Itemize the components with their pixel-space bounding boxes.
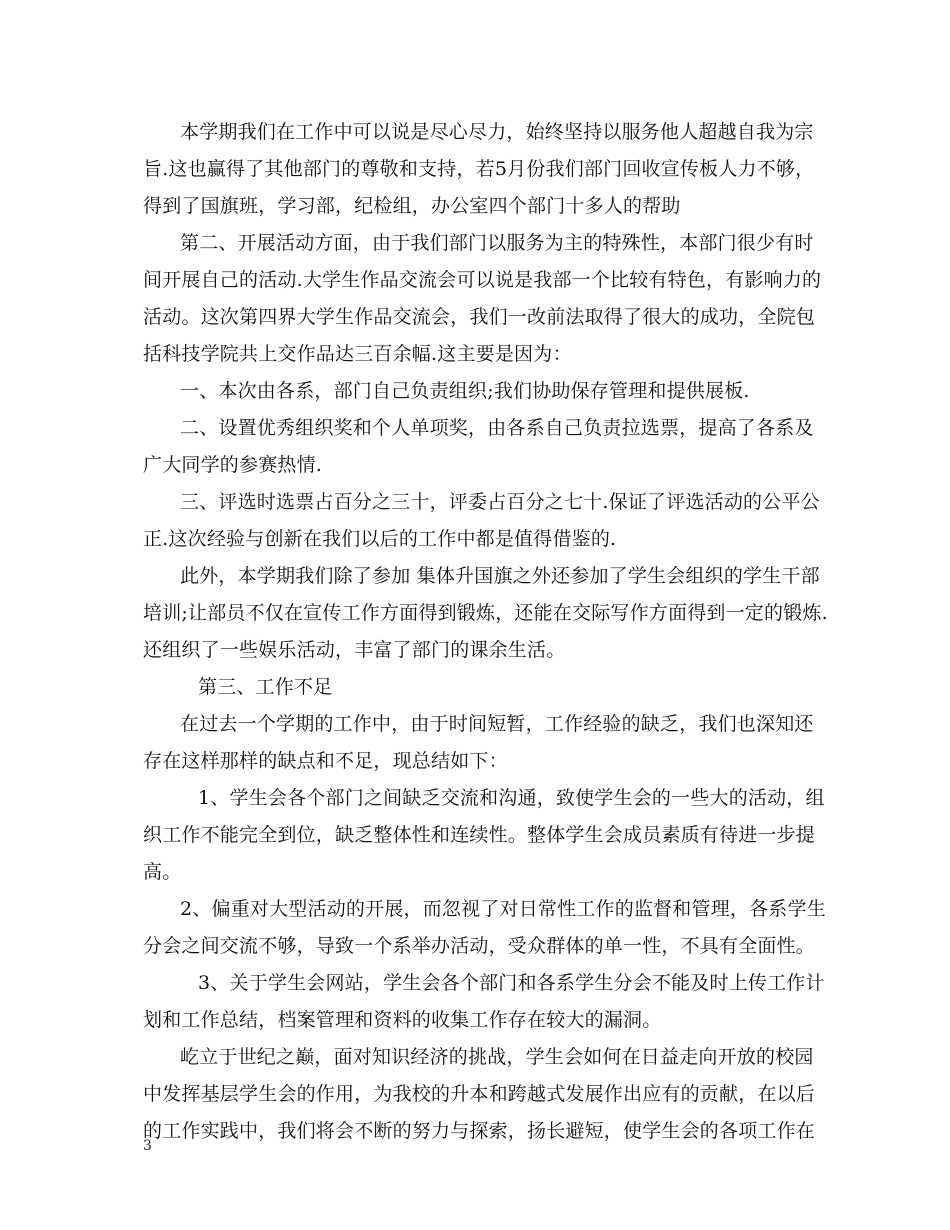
text-line: 三、评选时选票占百分之三十，评委占百分之七十.保证了评选活动的公平公 (180, 491, 820, 513)
page-number: 3 (143, 1138, 152, 1154)
text-line: 此外，本学期我们除了参加 集体升国旗之外还参加了学生会组织的学生干部 (180, 565, 820, 587)
text-line: 括科技学院共上交作品达三百余幅.这主要是因为： (143, 343, 572, 365)
text-line: 2、偏重对大型活动的开展，而忽视了对日常性工作的监督和管理，各系学生 (180, 898, 826, 920)
text-line: 分会之间交流不够，导致一个系举办活动，受众群体的单一性，不具有全面性。 (143, 935, 816, 957)
text-line: 本学期我们在工作中可以说是尽心尽力，始终坚持以服务他人超越自我为宗 (180, 121, 814, 143)
text-line: 高。 (143, 861, 182, 883)
section-heading: 第三、工作不足 (198, 676, 333, 698)
text-line: 存在这样那样的缺点和不足，现总结如下： (143, 750, 508, 772)
text-line: 第二、开展活动方面，由于我们部门以服务为主的特殊性，本部门很少有时 (180, 232, 814, 254)
text-line: 在过去一个学期的工作中，由于时间短暂，工作经验的缺乏，我们也深知还 (180, 713, 814, 735)
text-line: 广大同学的参赛热情. (143, 454, 323, 476)
text-line: 3、关于学生会网站，学生会各个部门和各系学生分会不能及时上传工作计 (198, 972, 825, 994)
text-line: 正.这次经验与创新在我们以后的工作中都是值得借鉴的. (143, 528, 617, 550)
text-line: 1、学生会各个部门之间缺乏交流和沟通，致使学生会的一些大的活动，组 (198, 787, 825, 809)
text-line: 旨.这也赢得了其他部门的尊敬和支持，若5月份我们部门回收宣传板人力不够， (143, 158, 815, 180)
text-line: 屹立于世纪之巅，面对知识经济的挑战，学生会如何在日益走向开放的校园 (180, 1046, 814, 1068)
text-line: 划和工作总结，档案管理和资料的收集工作存在较大的漏洞。 (143, 1009, 662, 1031)
text-line: 织工作不能完全到位，缺乏整体性和连续性。整体学生会成员素质有待进一步提 (143, 824, 816, 846)
text-line: 活动。这次第四界大学生作品交流会，我们一改前法取得了很大的成功，全院包 (143, 306, 816, 328)
text-line: 二、设置优秀组织奖和个人单项奖，由各系自己负责拉选票，提高了各系及 (180, 417, 814, 439)
text-line: 的工作实践中，我们将会不断的努力与探索，扬长避短，使学生会的各项工作在 (143, 1120, 816, 1142)
text-line: 得到了国旗班，学习部，纪检组，办公室四个部门十多人的帮助 (143, 195, 681, 217)
text-line: 还组织了一些娱乐活动，丰富了部门的课余生活。 (143, 639, 566, 661)
text-line: 中发挥基层学生会的作用，为我校的升本和跨越式发展作出应有的贡献，在以后 (143, 1083, 816, 1105)
text-line: 一、本次由各系，部门自己负责组织;我们协助保存管理和提供展板. (180, 380, 750, 402)
text-line: 间开展自己的活动.大学生作品交流会可以说是我部一个比较有特色，有影响力的 (143, 269, 822, 291)
text-line: 培训;让部员不仅在宣传工作方面得到锻炼，还能在交际写作方面得到一定的锻炼. (143, 602, 828, 624)
